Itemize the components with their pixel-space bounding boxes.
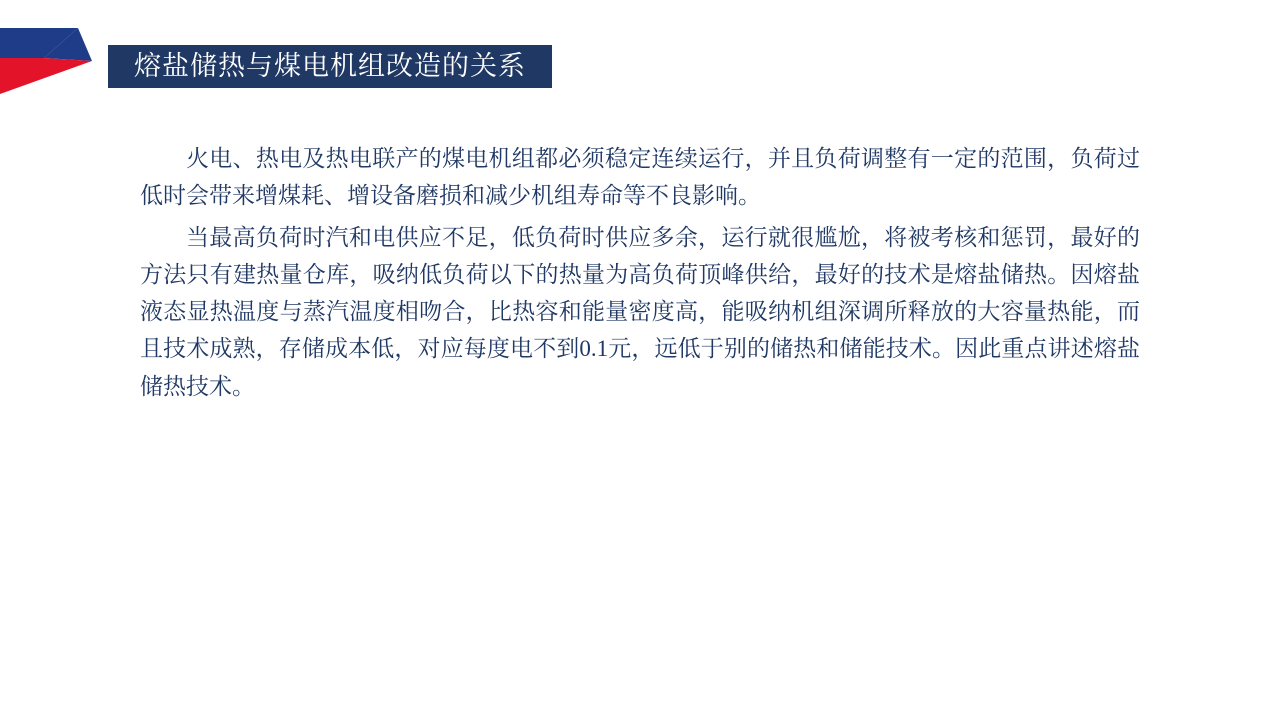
body-paragraph: 当最高负荷时汽和电供应不足，低负荷时供应多余，运行就很尴尬，将被考核和惩罚，最好的方法只有建热量仓库，吸纳低负荷以下的热量为高负荷顶峰供给，最好的技术是熔盐储热。因熔盐液态显热温度与蒸汽温度相吻合，比热容和能量密度高，能吸纳机组深调所释放的大容量热能，而且技术成熟，存储成本低，对应每度电不到0.1元，远低于别的储热和储能技术。因此重点讲述熔盐储热技术。 (140, 224, 1140, 399)
body-paragraph: 火电、热电及热电联产的煤电机组都必须稳定连续运行，并且负荷调整有一定的范围，负荷过低时会带来增煤耗、增设备磨损和减少机组寿命等不良影响。 (140, 146, 1140, 209)
corner-flag-mark-icon (0, 28, 92, 94)
slide-title-bar (108, 45, 552, 88)
corner-flag-shape-icon (0, 28, 92, 94)
page-title: 熔盐储热与煤电机组改造的关系 (134, 51, 526, 81)
slide-body (140, 140, 1140, 409)
